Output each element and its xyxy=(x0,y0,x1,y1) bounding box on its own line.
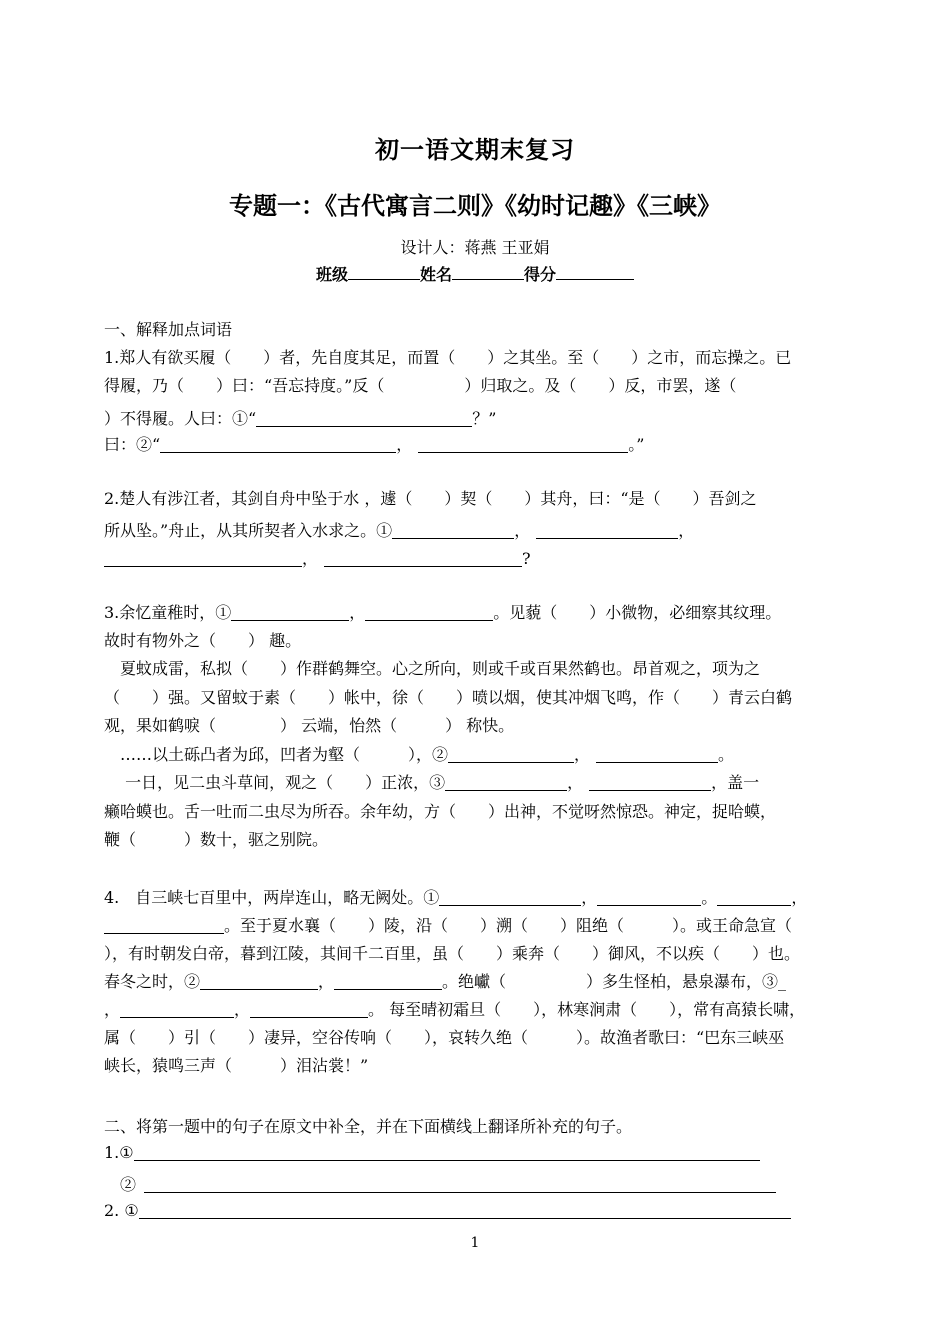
q3-line-6-text: ……以土砾凸者为邱，凹者为壑（ ），② xyxy=(104,745,449,764)
s2-line-1 xyxy=(104,1143,760,1162)
q3-comma-3: ， xyxy=(567,773,584,792)
q1-line-2: 得履，乃（ ）曰：“吾忘持度。”反（ ）归取之。及（ ）反，市罢，遂（ xyxy=(104,376,737,395)
q1-answer-blank-3[interactable] xyxy=(418,436,628,453)
q3-line-4: （ ）强。又留蚊于素（ ）帐中，徐（ ）喷以烟，使其冲烟飞鸣，作（ ）青云白鹤 xyxy=(104,688,793,707)
q3-answer-blank-4[interactable] xyxy=(596,746,718,763)
q2-answer-blank-3[interactable] xyxy=(104,550,302,567)
q4-answer-blank-7[interactable] xyxy=(120,1001,234,1018)
q4-answer-blank-1[interactable] xyxy=(439,889,581,906)
score-label: 得分 xyxy=(524,265,557,284)
q2-answer-blank-1[interactable] xyxy=(392,522,514,539)
s2-line-1-label: 1.① xyxy=(104,1143,134,1162)
q3-answer-blank-1[interactable] xyxy=(231,604,349,621)
q4-line-1 xyxy=(104,885,807,908)
q3-line-1 xyxy=(104,600,781,623)
q1-line-3 xyxy=(104,406,496,429)
s2-answer-line-2[interactable] xyxy=(144,1176,776,1193)
q4-line-6: 属（ ）引（ ）凄异，空谷传响（ ），哀转久绝（ ）。故渔者歌曰：“巴东三峡巫 xyxy=(104,1028,785,1047)
class-blank xyxy=(348,265,420,280)
designer-line: 设计人：蒋燕 王亚娟 xyxy=(400,238,550,257)
class-name-score-line xyxy=(0,262,950,285)
q3-line-1-end: 。见藐（ ）小微物，必细察其纹理。 xyxy=(493,603,782,622)
q3-comma-1: ， xyxy=(349,603,366,622)
q4-answer-blank-5[interactable] xyxy=(200,973,318,990)
q1-line-3-end: ？” xyxy=(472,409,497,428)
q4-answer-blank-8[interactable] xyxy=(250,1001,368,1018)
q1-line-3-text: ）不得履。人曰：①“ xyxy=(104,409,257,428)
q4-line-4 xyxy=(104,969,786,992)
page-title: 初一语文期末复习 xyxy=(375,135,575,164)
q4-answer-blank-2[interactable] xyxy=(597,889,701,906)
q4-comma-3: ， xyxy=(318,972,335,991)
q4-answer-blank-3[interactable] xyxy=(717,889,791,906)
q2-comma-3: ， xyxy=(302,549,319,568)
q4-comma-5: ， xyxy=(234,1000,251,1019)
q4-comma-1: ， xyxy=(581,888,598,907)
q2-line-1: 2.楚人有涉江者，其剑自舟中坠于水 ，遽（ ）契（ ）其舟，曰：“是（ ）吾剑之 xyxy=(104,489,757,508)
q2-line-2-text: 所从坠。”舟止，从其所契者入水求之。① xyxy=(104,521,393,540)
q3-answer-blank-3[interactable] xyxy=(448,746,574,763)
section-1-heading: 一、解释加点词语 xyxy=(104,320,233,339)
q2-line-3 xyxy=(104,546,531,569)
q4-line-2-text: 。至于夏水襄（ ）陵，沿（ ）溯（ ）阻绝（ ）。或王命急宣（ xyxy=(224,916,793,935)
q4-line-4-end: 。绝巘（ ）多生怪柏，悬泉瀑布，③_ xyxy=(442,972,787,991)
s2-answer-line-1[interactable] xyxy=(134,1144,760,1161)
q4-line-7: 峡长，猿鸣三声（ ）泪沾裳！” xyxy=(104,1056,369,1075)
q2-line-2 xyxy=(104,518,694,541)
q2-comma-1: ， xyxy=(514,521,531,540)
q4-answer-blank-6[interactable] xyxy=(334,973,442,990)
q2-answer-blank-4[interactable] xyxy=(324,550,522,567)
q1-line-4-text: 曰：②“ xyxy=(104,435,161,454)
q3-line-6 xyxy=(104,742,734,765)
name-blank xyxy=(452,265,524,280)
q4-line-5 xyxy=(104,997,805,1020)
q3-line-7 xyxy=(104,770,759,793)
q3-line-6-end: 。 xyxy=(718,745,735,764)
q2-comma-2: ， xyxy=(678,521,695,540)
q3-line-5: 观，果如鹤唳（ ） 云端，怡然（ ） 称快。 xyxy=(104,716,515,735)
s2-line-3 xyxy=(104,1201,791,1220)
q3-comma-2: ， xyxy=(574,745,591,764)
class-label: 班级 xyxy=(315,265,348,284)
q2-answer-blank-2[interactable] xyxy=(536,522,678,539)
q4-line-3: ），有时朝发白帝，暮到江陵，其间千二百里，虽（ ）乘奔（ ）御风，不以疾（ ）也。 xyxy=(104,944,801,963)
page-number: 1 xyxy=(470,1235,480,1251)
q3-answer-blank-2[interactable] xyxy=(365,604,493,621)
q3-line-9: 鞭（ ）数十，驱之别院。 xyxy=(104,830,329,849)
q4-comma-2: ， xyxy=(791,888,808,907)
q3-line-2: 故时有物外之（ ） 趣。 xyxy=(104,631,302,650)
q4-line-5-text: 。 每至晴初霜旦（ ），林寒涧肃（ ），常有高猿长啸， xyxy=(368,1000,806,1019)
q3-line-8: 癞哈蟆也。舌一吐而二虫尽为所吞。余年幼，方（ ）出神，不觉呀然惊恐。神定，捉哈蟆， xyxy=(104,802,777,821)
q4-period-1: 。 xyxy=(701,888,718,907)
q4-comma-4: ， xyxy=(104,1000,121,1019)
q3-answer-blank-6[interactable] xyxy=(589,774,711,791)
page-subtitle: 专题一：《古代寓言二则》《幼时记趣》《三峡》 xyxy=(229,191,721,220)
s2-line-3-label: 2. ① xyxy=(104,1201,139,1220)
q1-answer-blank-1[interactable] xyxy=(256,410,472,427)
q1-line-4-end: 。” xyxy=(628,435,645,454)
q3-line-7-end: ，盖一 xyxy=(711,773,760,792)
q4-answer-blank-4[interactable] xyxy=(104,917,224,934)
name-label: 姓名 xyxy=(419,265,452,284)
score-blank xyxy=(556,265,634,280)
q1-line-4 xyxy=(104,432,644,455)
q3-line-7-text: 一日，见二虫斗草间，观之（ ）正浓，③ xyxy=(104,773,446,792)
s2-line-2-label: ② xyxy=(104,1175,137,1194)
q4-line-1-text: 4. 自三峡七百里中，两岸连山，略无阙处。① xyxy=(104,888,440,907)
q4-line-4-text: 春冬之时，② xyxy=(104,972,201,991)
q1-answer-blank-2[interactable] xyxy=(160,436,396,453)
q1-comma: ， xyxy=(396,435,413,454)
q2-question-mark: ? xyxy=(522,549,531,568)
q3-answer-blank-5[interactable] xyxy=(445,774,567,791)
s2-line-2 xyxy=(104,1172,776,1195)
s2-answer-line-3[interactable] xyxy=(139,1202,791,1219)
q4-line-2 xyxy=(104,913,792,936)
section-2-heading: 二、将第一题中的句子在原文中补全，并在下面横线上翻译所补充的句子。 xyxy=(104,1117,633,1136)
q1-line-1: 1.郑人有欲买履（ ）者，先自度其足，而置（ ）之其坐。至（ ）之市，而忘操之。已 xyxy=(104,348,792,367)
q3-line-1-text: 3.余忆童稚时，① xyxy=(104,603,232,622)
q3-line-3: 夏蚊成雷，私拟（ ）作群鹤舞空。心之所向，则或千或百果然鹤也。昂首观之，项为之 xyxy=(104,659,761,678)
